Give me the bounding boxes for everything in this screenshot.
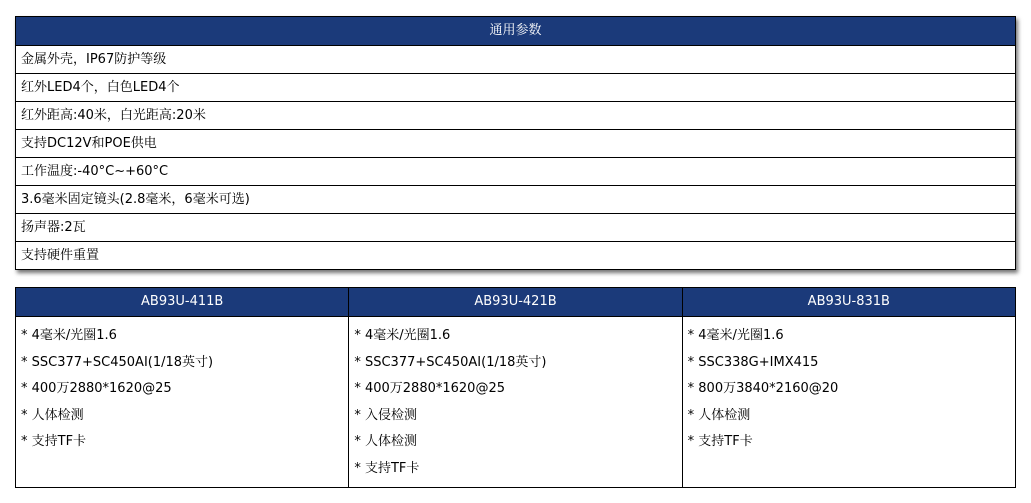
model-feature-list [683, 317, 1015, 456]
model-column-421b [349, 288, 682, 487]
model-feature: * SSC338G+IMX415 [687, 354, 819, 370]
model-feature: * 支持TF卡 [687, 434, 753, 449]
model-feature: * SSC377+SC450AI(1/18英寸) [354, 354, 547, 370]
general-param-row: 支持硬件重置 [21, 248, 100, 263]
model-feature: * 4毫米/光圈1.6 [354, 328, 451, 343]
general-params-table [15, 16, 1016, 270]
model-feature: * 400万2880*1620@25 [21, 381, 172, 396]
model-feature: * SSC377+SC450AI(1/18英寸) [21, 354, 214, 370]
model-feature: * 支持TF卡 [354, 460, 420, 476]
model-name-header: AB93U-831B [683, 288, 1015, 317]
general-param-row: 红外距高:40米，白光距高:20米 [16, 102, 1015, 130]
model-feature: * 4毫米/光圈1.6 [687, 328, 784, 343]
general-param-row: 工作温度:-40°C~+60°C [16, 158, 1015, 186]
model-column-411b [16, 288, 349, 487]
model-feature: * 人体检测 [21, 407, 84, 423]
model-column-831b [683, 288, 1015, 487]
general-param-row: 红外LED4个，白色LED4个 [16, 74, 1015, 102]
model-feature: * 4毫米/光圈1.6 [21, 328, 117, 343]
model-name-header: AB93U-411B [16, 288, 348, 317]
model-feature: * 入侵检测 [354, 407, 417, 423]
general-params-header: 通用参数 [16, 17, 1015, 46]
model-feature: * 支持TF卡 [21, 434, 87, 449]
model-name-header: AB93U-421B [349, 288, 681, 317]
general-param-row: 3.6毫米固定镜头(2.8毫米，6毫米可选) [16, 186, 1015, 214]
general-param-row: 金属外壳，IP67防护等级 [16, 46, 1015, 74]
model-feature: * 人体检测 [687, 407, 751, 423]
model-feature: * 800万3840*2160@20 [687, 381, 839, 396]
model-feature-list [349, 317, 681, 482]
model-feature-list [16, 317, 348, 456]
general-param-row: 扬声器:2瓦 [16, 214, 1015, 242]
model-feature: * 400万2880*1620@25 [354, 381, 505, 396]
model-feature: * 人体检测 [354, 434, 417, 449]
general-param-row: 支持DC12V和POE供电 [16, 130, 1015, 158]
models-table [15, 287, 1016, 488]
